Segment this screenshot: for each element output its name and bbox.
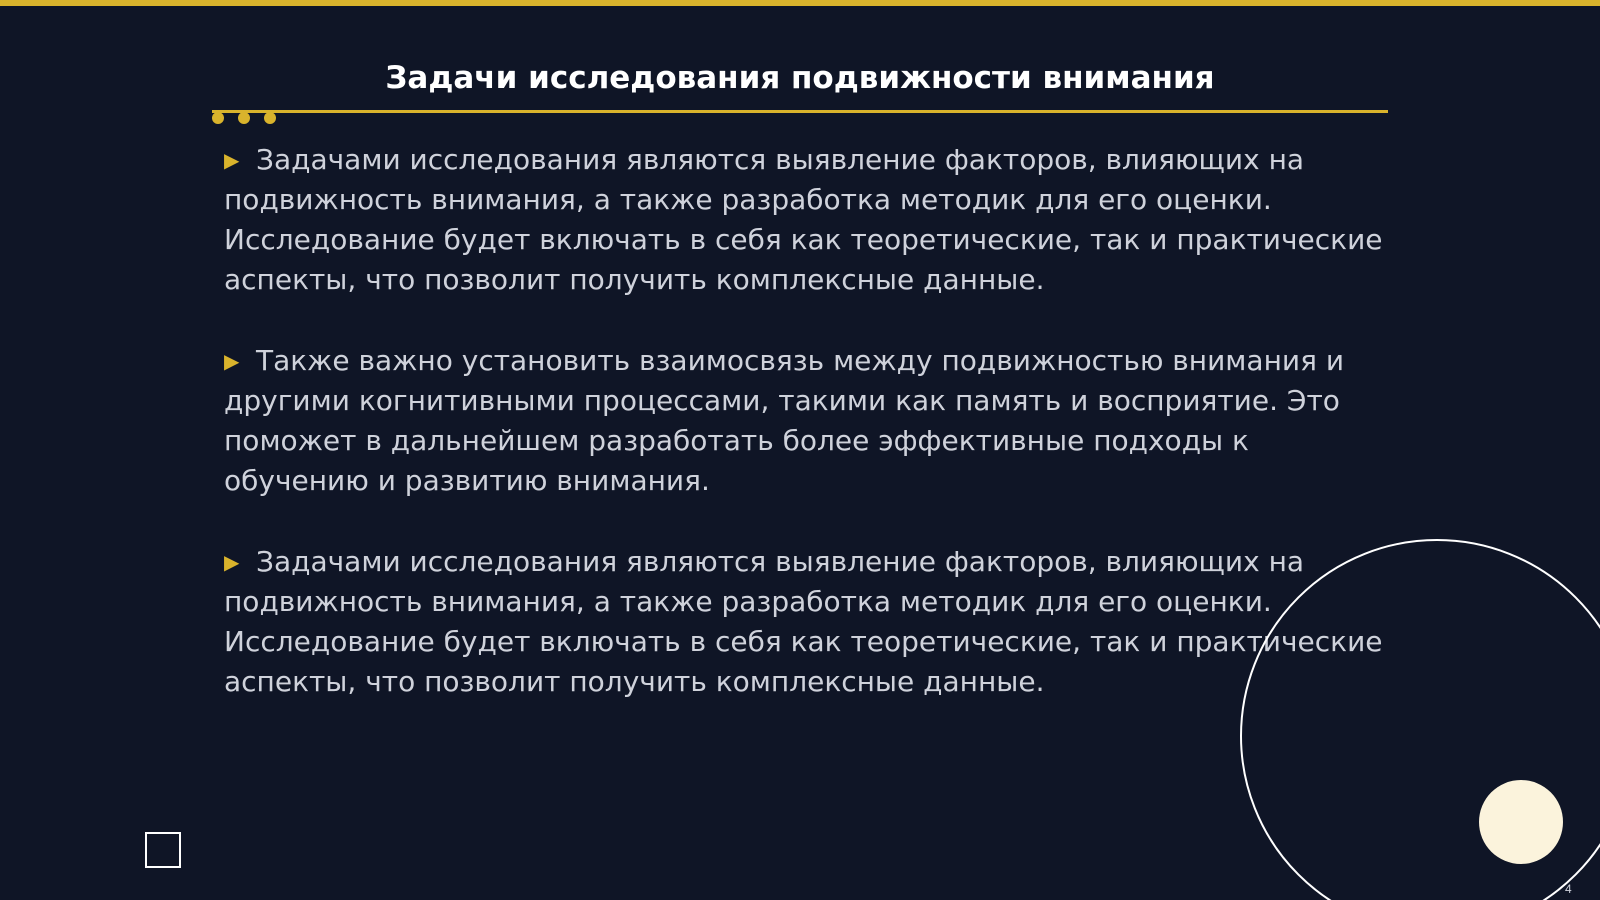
bullet-item: [224, 140, 1384, 300]
decorative-filled-circle: [1479, 780, 1563, 864]
bullet-list: [224, 140, 1384, 743]
page-number: 4: [1565, 882, 1572, 896]
title-underline: [212, 110, 1388, 113]
decorative-dot: [212, 112, 224, 124]
decorative-dot: [238, 112, 250, 124]
bullet-item: [224, 542, 1384, 702]
bullet-arrow-icon: ▶: [224, 148, 240, 172]
slide-title: Задачи исследования подвижности внимания: [385, 60, 1215, 96]
decorative-dot: [264, 112, 276, 124]
top-accent-bar: [0, 0, 1600, 6]
bullet-item: [224, 341, 1384, 501]
bullet-arrow-icon: ▶: [224, 550, 240, 574]
bullet-arrow-icon: ▶: [224, 349, 240, 373]
bullet-text: Также важно установить взаимосвязь между подвижностью внимания и другими когнитивными процессами, такими как память и восприятие. Это поможет в дальнейшем разработать более эффективные подходы к обучению и развитию внимания.: [224, 344, 1345, 497]
decorative-square: [145, 832, 181, 868]
bullet-text: Задачами исследования являются выявление факторов, влияющих на подвижность внимания, а также разработка методик для его оценки. Исследование будет включать в себя как теоретические, так и практические аспекты, что позволит получить комплексные данные.: [224, 143, 1383, 296]
bullet-text: Задачами исследования являются выявление факторов, влияющих на подвижность внимания, а также разработка методик для его оценки. Исследование будет включать в себя как теоретические, так и практические аспекты, что позволит получить комплексные данные.: [224, 545, 1383, 698]
